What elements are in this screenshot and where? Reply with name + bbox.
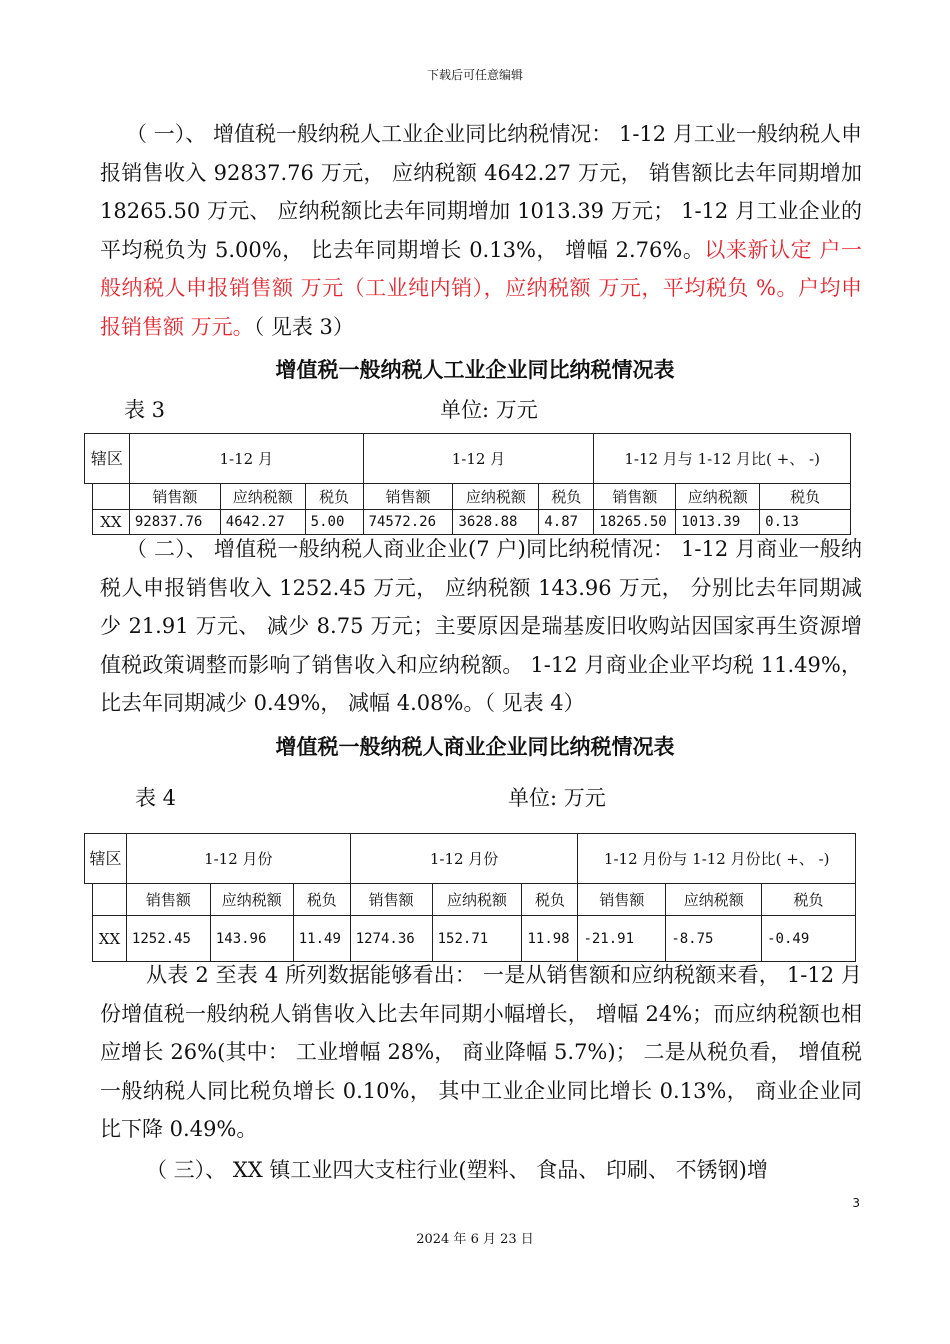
empty-cell [92, 884, 126, 916]
page-number: 3 [852, 1196, 860, 1210]
sub-header: 税负 [293, 884, 350, 916]
period-header: 1-12 月份 [350, 834, 578, 884]
sub-header: 销售额 [363, 484, 453, 510]
value-cell: 92837.76 [129, 510, 220, 535]
sub-header: 销售额 [350, 884, 432, 916]
table3-header-row [85, 434, 851, 484]
table4-unit: 单位: 万元 [508, 786, 606, 810]
period-header: 1-12 月份与 1-12 月份比( +、 -) [578, 834, 856, 884]
sub-header: 应纳税额 [676, 484, 760, 510]
table3 [84, 433, 851, 535]
section2-paragraph: （ 二）、 增值税一般纳税人商业企业(7 户)同比纳税情况： 1-12 月商业一般纳税人申报销售收入 1252.45 万元， 应纳税额 143.96 万元， 分别比去年同期减少 21.91 万元、 减少 8.75 万元；主要原因是瑞基废旧收购站因国家再生资源增值税政策调整而影响了销售收入和应纳税额。 1-12 月商业企业平均税 11.49%， 比去年同期减少 0.49%， 减幅 4.08%。（ 见表 4） [100, 537, 862, 715]
sub-header: 税负 [305, 484, 363, 510]
value-cell: 0.13 [760, 510, 851, 535]
value-cell: 1274.36 [350, 916, 432, 962]
section4-paragraph: （ 三）、 XX 镇工业四大支柱行业(塑料、 食品、 印刷、 不锈钢)增 [146, 1158, 768, 1182]
table4-title: 增值税一般纳税人商业企业同比纳税情况表 [275, 735, 675, 759]
value-cell: -0.49 [762, 916, 856, 962]
section1-red-text: 以来新认定 户一般纳税人申报销售额 万元（工业纯内销），应纳税额 万元，平均税负 %。户均申报销售额 万元。 [100, 237, 862, 339]
sub-header: 应纳税额 [432, 884, 522, 916]
value-cell: 1013.39 [676, 510, 760, 535]
section1-paragraph [100, 115, 862, 346]
value-cell: -8.75 [666, 916, 762, 962]
period-header: 1-12 月与 1-12 月比( +、 -) [594, 434, 851, 484]
value-cell: 3628.88 [453, 510, 539, 535]
period-header: 1-12 月 [363, 434, 594, 484]
value-cell: 1252.45 [126, 916, 210, 962]
region-header: 辖区 [85, 434, 130, 484]
table3-unit: 单位: 万元 [440, 398, 538, 422]
period-header: 1-12 月 [129, 434, 363, 484]
value-cell: 143.96 [210, 916, 293, 962]
section1-text: （ 一）、 增值税一般纳税人工业企业同比纳税情况： 1-12 月工业一般纳税人申报销售收入 92837.76 万元， 应纳税额 4642.27 万元， 销售额比去年同期增加 18265.50 万元、 应纳税额比去年同期增加 1013.39 万元； 1-12 月工业企业的平均税负为 5.00%， 比去年同期增长 0.13%， 增幅 2.76%。 [100, 122, 862, 262]
value-cell: 18265.50 [594, 510, 676, 535]
value-cell: 74572.26 [363, 510, 453, 535]
table3-subheader-row [85, 484, 851, 510]
value-cell: -21.91 [578, 916, 666, 962]
region-cell: XX [92, 510, 129, 535]
sub-header: 税负 [760, 484, 851, 510]
sub-header: 应纳税额 [453, 484, 539, 510]
sub-header: 税负 [539, 484, 594, 510]
sub-header: 销售额 [129, 484, 220, 510]
region-cell: XX [92, 916, 126, 962]
value-cell: 11.49 [293, 916, 350, 962]
footer-date: 2024 年 6 月 23 日 [416, 1232, 534, 1247]
value-cell: 152.71 [432, 916, 522, 962]
table4-subheader-row [85, 884, 856, 916]
header-note: 下载后可任意编辑 [426, 68, 523, 82]
sub-header: 销售额 [594, 484, 676, 510]
value-cell: 11.98 [522, 916, 578, 962]
table4-header-row [85, 834, 856, 884]
table3-label: 表 3 [124, 398, 166, 422]
empty-cell [92, 484, 129, 510]
table3-title: 增值税一般纳税人工业企业同比纳税情况表 [275, 358, 675, 382]
sub-header: 销售额 [126, 884, 210, 916]
sub-header: 应纳税额 [220, 484, 305, 510]
table4 [84, 833, 856, 962]
section1-tail: （ 见表 3） [253, 314, 354, 339]
section3-paragraph: 从表 2 至表 4 所列数据能够看出： 一是从销售额和应纳税额来看， 1-12 月份增值税一般纳税人销售收入比去年同期小幅增长， 增幅 24%；而应纳税额也相应增长 26%(其中： 工业增幅 28%， 商业降幅 5.7%)； 二是从税负看， 增值税一般纳税人同比税负增长 0.10%， 其中工业企业同比增长 0.13%， 商业企业同比下降 0.49%。 [100, 963, 862, 1141]
sub-header: 税负 [522, 884, 578, 916]
sub-header: 应纳税额 [210, 884, 293, 916]
sub-header: 应纳税额 [666, 884, 762, 916]
value-cell: 4642.27 [220, 510, 305, 535]
sub-header: 销售额 [578, 884, 666, 916]
table-row [85, 916, 856, 962]
table4-label: 表 4 [135, 786, 177, 810]
region-header: 辖区 [85, 834, 127, 884]
sub-header: 税负 [762, 884, 856, 916]
value-cell: 5.00 [305, 510, 363, 535]
value-cell: 4.87 [539, 510, 594, 535]
period-header: 1-12 月份 [126, 834, 350, 884]
